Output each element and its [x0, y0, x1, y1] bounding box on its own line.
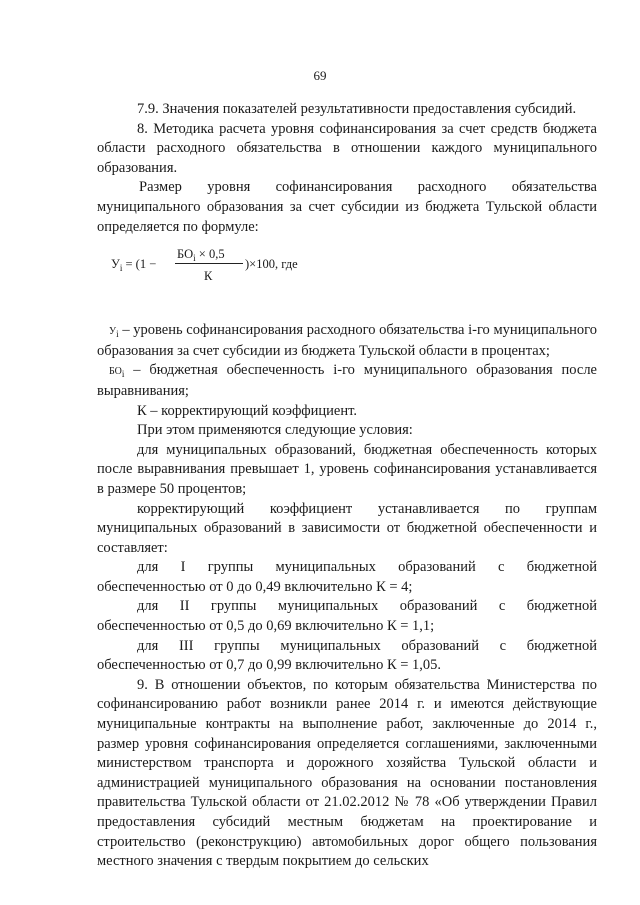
formula-denominator: К: [204, 269, 213, 284]
definition-y: [97, 321, 597, 361]
formula-y-sub: i: [119, 263, 123, 274]
formula: [111, 243, 597, 299]
paragraph-group-2: для II группы муниципальных образований с бюджетной обеспеченностью от 0,5 до 0,69 включительно К = 1,1;: [97, 598, 597, 635]
fraction-line: [175, 263, 243, 264]
paragraph-group-3: для III группы муниципальных образований с бюджетной обеспеченностью от 0,7 до 0,99 включительно К = 1,05.: [97, 637, 597, 674]
formula-right: )×100, где: [245, 257, 298, 272]
paragraph-condition-2: корректирующий коэффициент устанавливается по группам муниципальных образований в зависимости от бюджетной обеспеченности и составляет:: [97, 500, 597, 556]
formula-y: У: [111, 257, 120, 272]
definition-bo: [97, 361, 597, 401]
paragraph-7-9: 7.9. Значения показателей результативности предоставления субсидий.: [137, 101, 577, 117]
formula-left: [111, 255, 156, 276]
paragraph-formula-intro: Размер уровня софинансирования расходного обязательства муниципального образования за счет субсидии из бюджета Тульской области определяется по формуле:: [97, 179, 597, 235]
definition-bo-sub: i: [121, 369, 125, 380]
formula-open: = (1 −: [122, 257, 157, 272]
definition-y-text: – уровень софинансирования расходного обязательства i-го муниципального образования за счет субсидии из бюджета Тульской области в процентах;: [97, 322, 597, 359]
paragraph-conditions: При этом применяются следующие условия:: [137, 422, 413, 439]
formula-num-sub: i: [193, 253, 196, 264]
paragraph-9: 9. В отношении объектов, по которым обязательства Министерства по софинансированию работ возникли ранее 2014 г. и имеются действующие муниципальные контракты на выполнение работ, заключенные до 2014 г., размер уровня софинансирования определяется соглашениями, заключенными министерством транспорта и дорожного хозяйства Тульской области и администрацией муниципального образования на основании постановления правительства Тульской области от 21.02.2012 № 78 «Об утверждении Правил предоставления субсидий местным бюджетам на проектирование и строительство (реконструкцию) автомобильных дорог общего пользования местного значения с твердым покрытием до сельских: [97, 676, 597, 870]
paragraph-condition-1: для муниципальных образований, бюджетная обеспеченность которых после выравнивания превышает 1, уровень софинансирования устанавливается в размере 50 процентов;: [97, 441, 597, 497]
formula-num-rest: × 0,5: [195, 247, 225, 262]
definition-bo-symbol: БО: [109, 366, 122, 378]
definition-k: К – корректирующий коэффициент.: [137, 402, 357, 419]
formula-num-bo: БО: [177, 247, 194, 262]
paragraph-group-1: для I группы муниципальных образований с бюджетной обеспеченностью от 0 до 0,49 включительно К = 4;: [97, 559, 597, 595]
paragraph-8: 8. Методика расчета уровня софинансирования за счет средств бюджета области расходного обязательства в отношении каждого муниципального образования.: [97, 120, 597, 176]
definition-y-symbol: У: [109, 326, 117, 338]
definition-y-sub: i: [116, 329, 119, 340]
definition-bo-text: – бюджетная обеспеченность i-го муниципального образования после выравнивания;: [97, 362, 597, 399]
document-body: [97, 100, 597, 872]
page-number: 69: [313, 68, 327, 83]
